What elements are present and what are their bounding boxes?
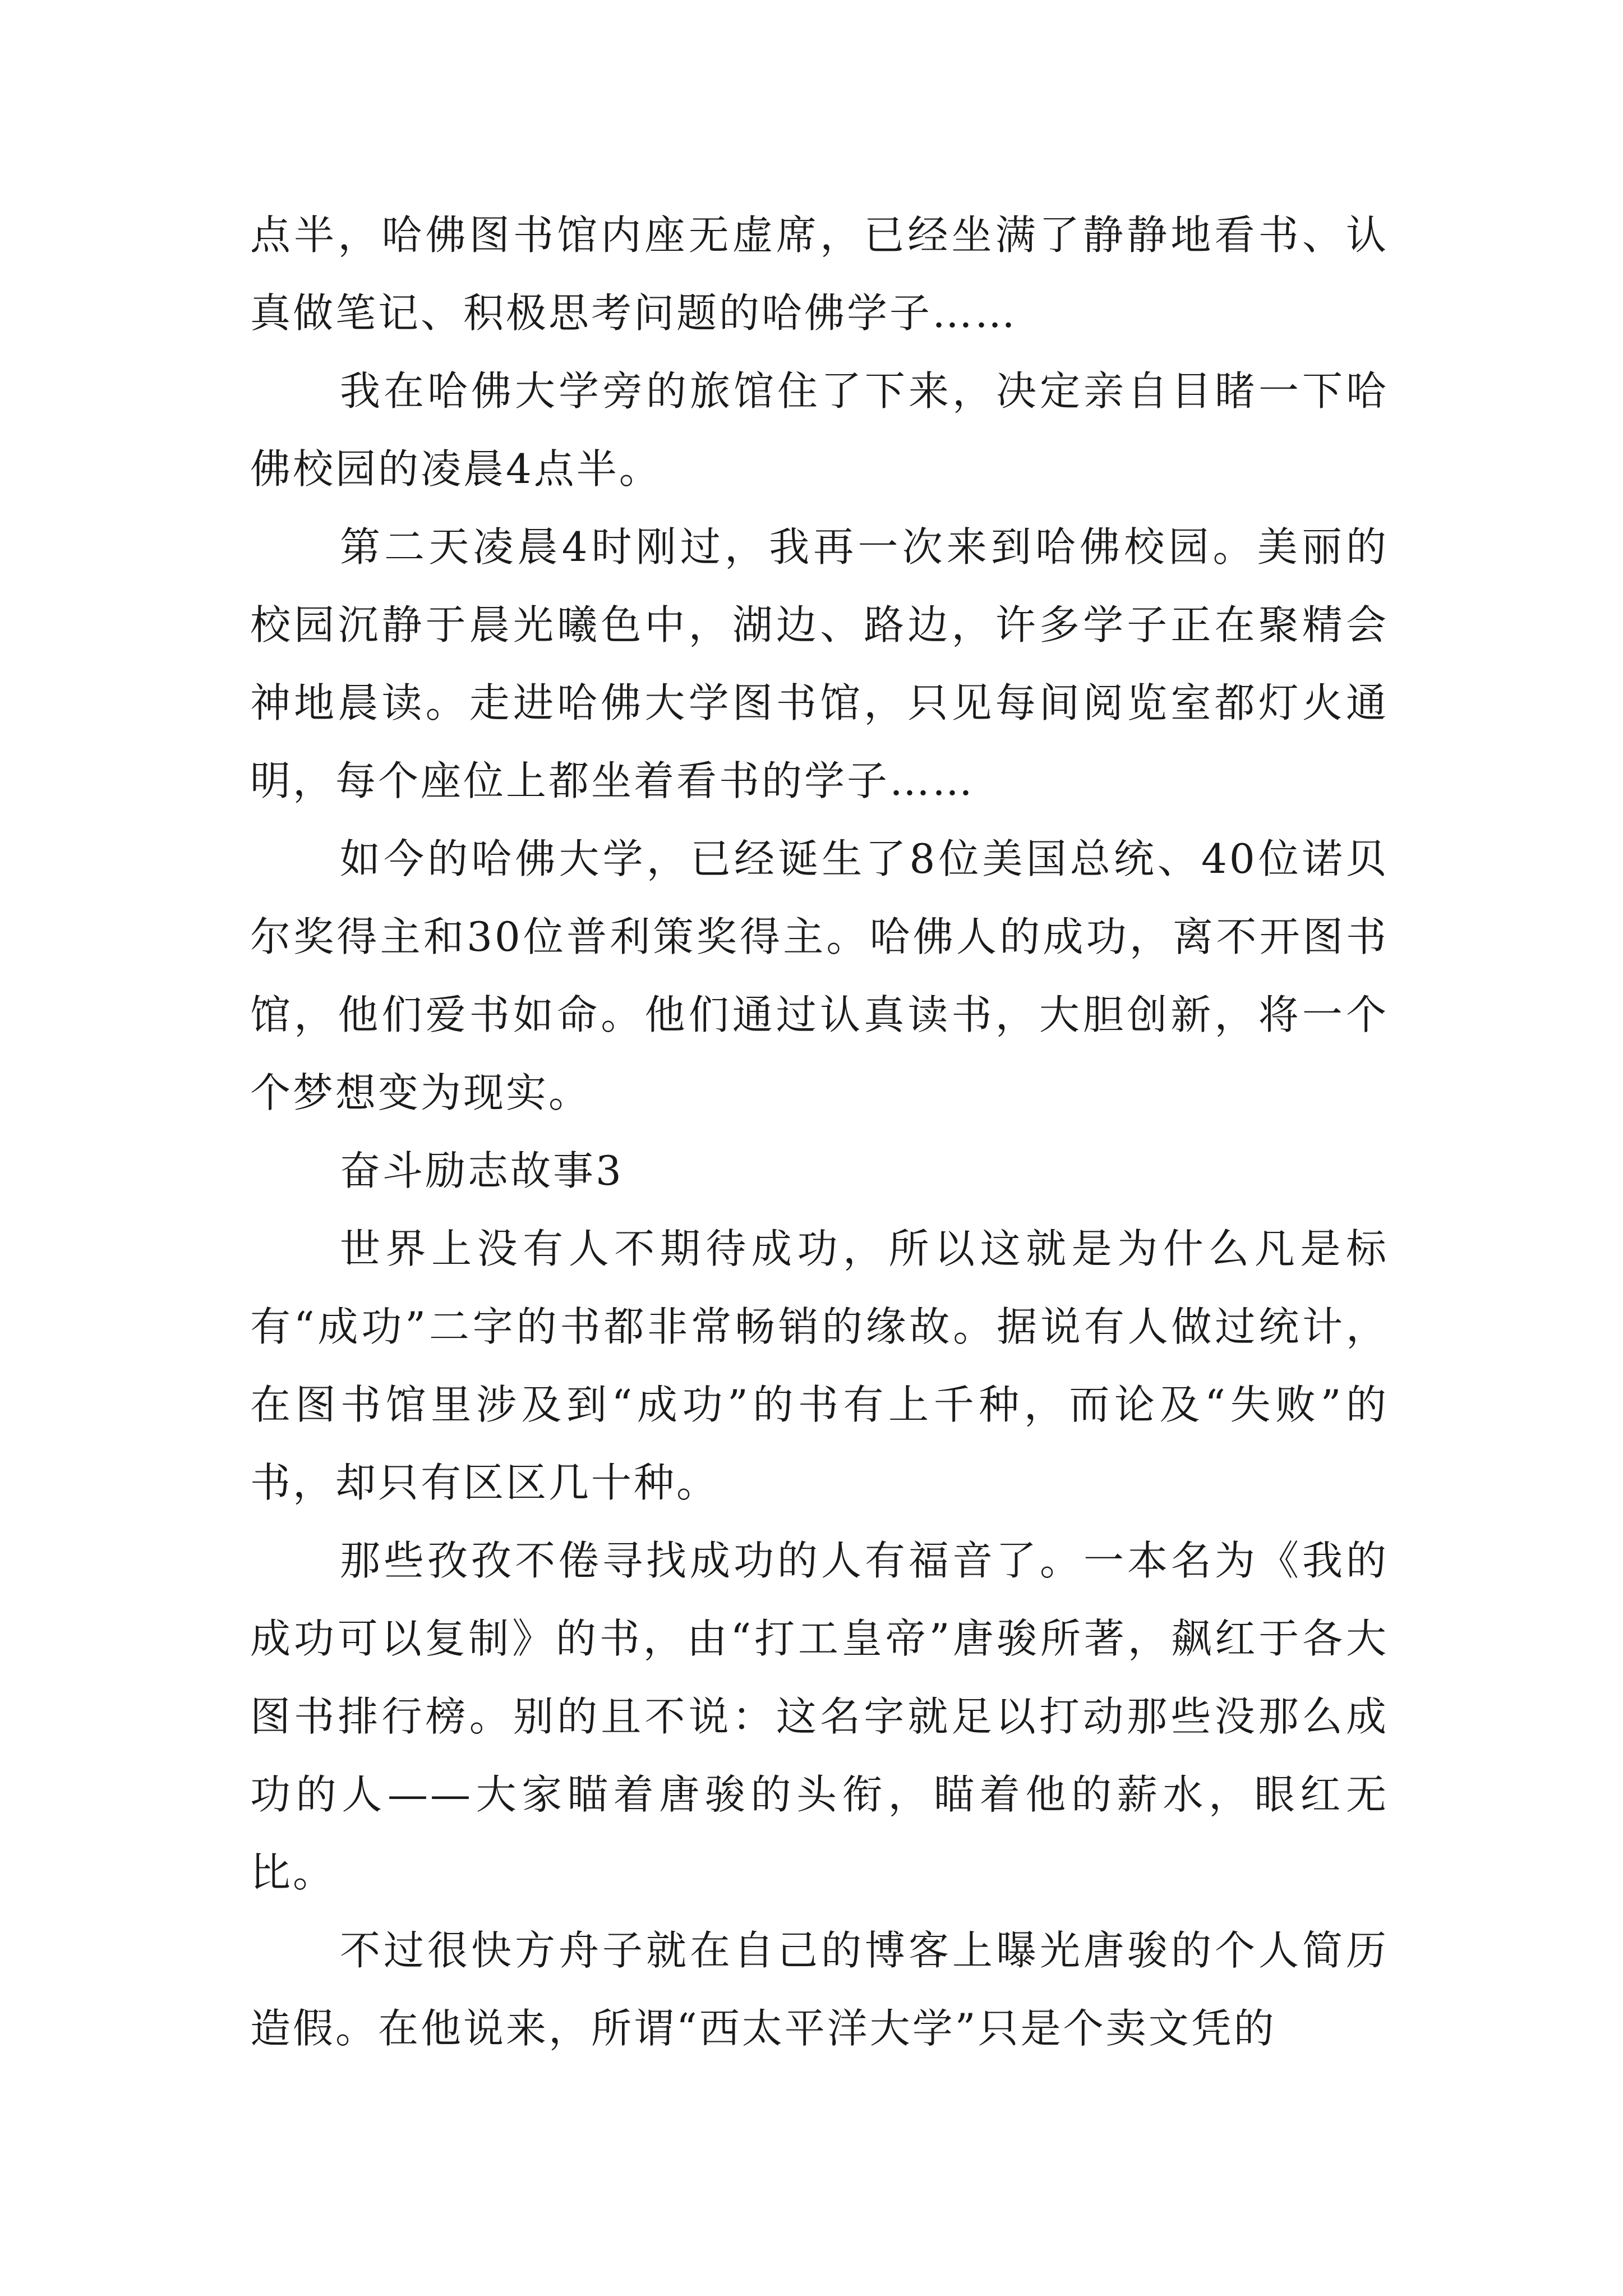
paragraph: 世界上没有人不期待成功，所以这就是为什么凡是标有“成功”二字的书都非常畅销的缘故。据说有人做过统计，在图书馆里涉及到“成功”的书有上千种，而论及“失败”的书，却只有区区几十种。	[250, 1225, 1389, 1506]
section-heading: 奋斗励志故事3	[340, 1147, 624, 1194]
paragraph-continuation: 点半，哈佛图书馆内座无虚席，已经坐满了静静地看书、认真做笔记、积极思考问题的哈佛学子……	[250, 211, 1389, 337]
document-page	[250, 196, 1389, 2068]
paragraph: 第二天凌晨4时刚过，我再一次来到哈佛校园。美丽的校园沉静于晨光曦色中，湖边、路边，许多学子正在聚精会神地晨读。走进哈佛大学图书馆，只见每间阅览室都灯火通明，每个座位上都坐着看书的学子……	[250, 523, 1389, 804]
paragraph: 不过很快方舟子就在自己的博客上曝光唐骏的个人简历造假。在他说来，所谓“西太平洋大学”只是个卖文凭的	[250, 1927, 1389, 2052]
paragraph: 如今的哈佛大学，已经诞生了8位美国总统、40位诺贝尔奖得主和30位普利策奖得主。哈佛人的成功，离不开图书馆，他们爱书如命。他们通过认真读书，大胆创新，将一个个梦想变为现实。	[250, 835, 1389, 1116]
paragraph: 我在哈佛大学旁的旅馆住了下来，决定亲自目睹一下哈佛校园的凌晨4点半。	[250, 367, 1389, 493]
paragraph: 那些孜孜不倦寻找成功的人有福音了。一本名为《我的成功可以复制》的书，由“打工皇帝”唐骏所著，飙红于各大图书排行榜。别的且不说：这名字就足以打动那些没那么成功的人——大家瞄着唐骏的头衔，瞄着他的薪水，眼红无比。	[250, 1537, 1389, 1896]
